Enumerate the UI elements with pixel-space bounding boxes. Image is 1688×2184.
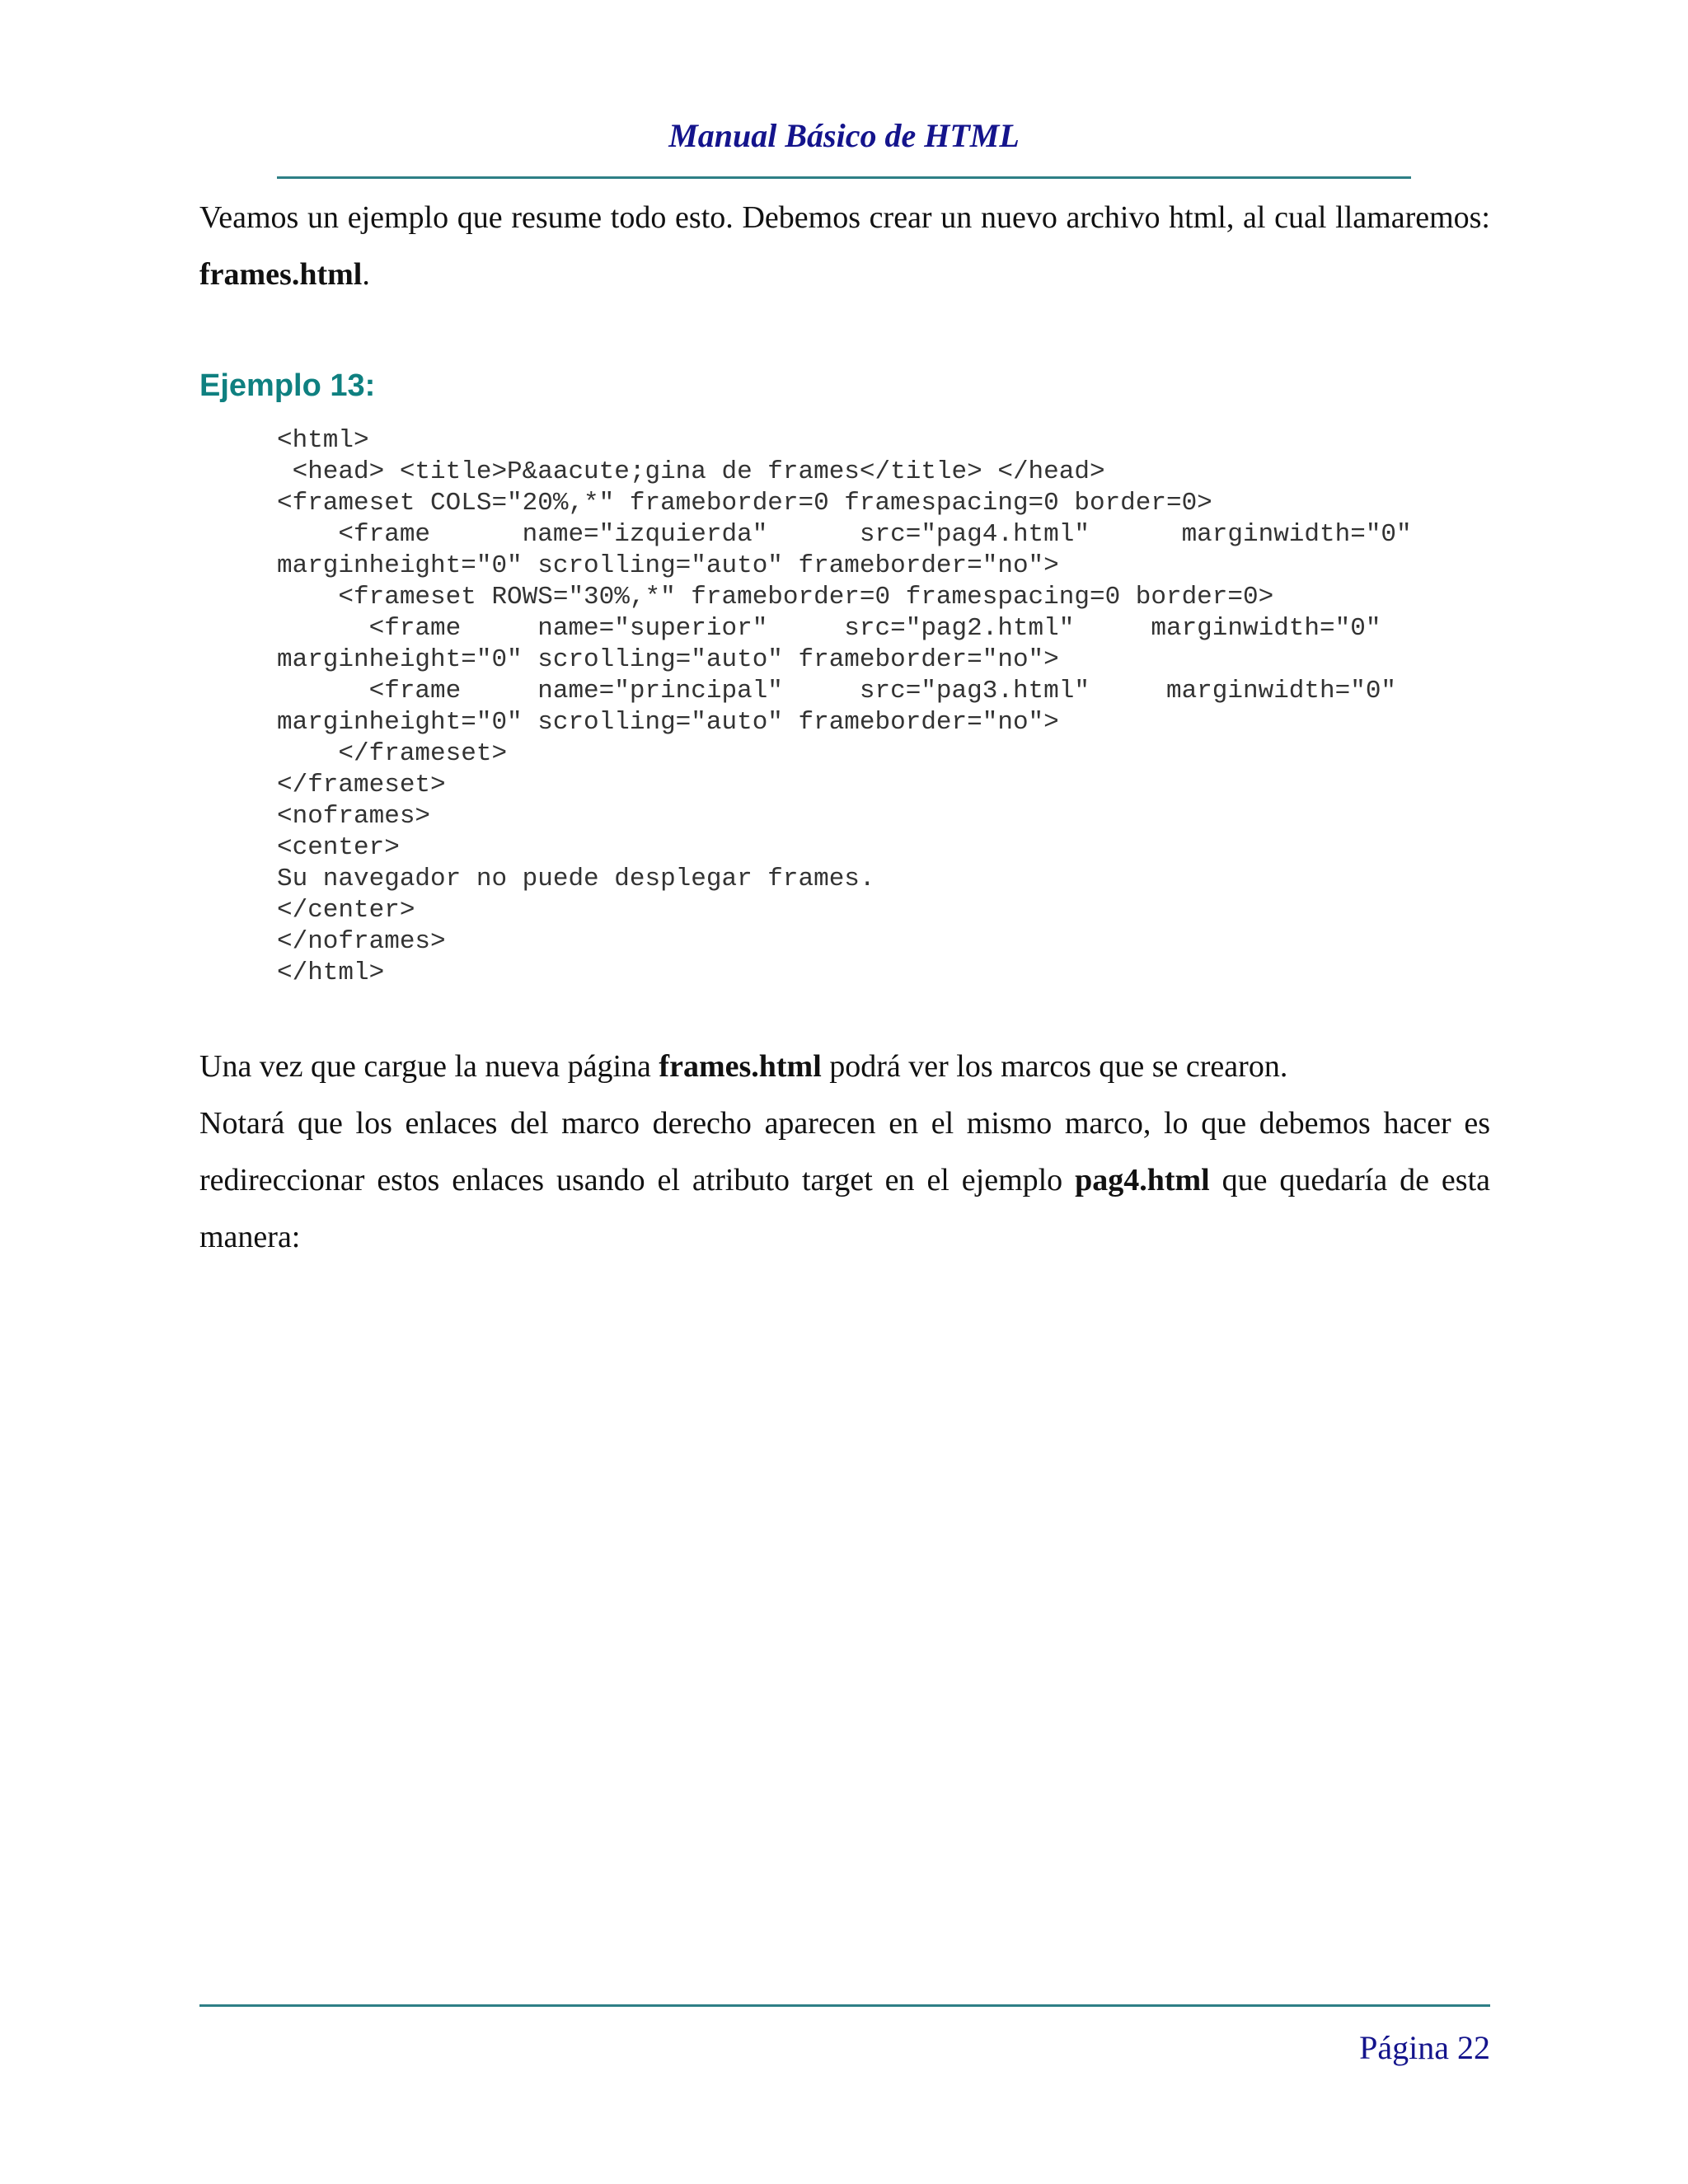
intro-text-end: . — [362, 257, 370, 292]
code-line: <frame name="principal" src="pag3.html" marginwidth="0" — [277, 677, 1397, 705]
closing-filename-1: frames.html — [659, 1049, 822, 1084]
running-header-title: Manual Básico de HTML — [668, 117, 1020, 154]
code-line: </center> — [277, 896, 415, 925]
code-line: <frameset ROWS="30%,*" frameborder=0 framespacing=0 border=0> — [277, 583, 1274, 612]
closing-text-1-end: podrá ver los marcos que se crearon. — [821, 1049, 1288, 1084]
intro-text: Veamos un ejemplo que resume todo esto. Debemos crear un nuevo archivo html, al cual llamaremos: — [199, 200, 1490, 235]
page-content — [199, 190, 1490, 1254]
code-line: </frameset> — [277, 739, 508, 768]
footer-divider — [199, 2004, 1490, 2007]
code-line: <frameset COLS="20%,*" frameborder=0 framespacing=0 border=0> — [277, 489, 1212, 518]
closing-text-2: Notará que los enlaces del marco derecho aparecen en el mismo marco, lo que debemos hacer es redireccionar estos enlaces usando el atributo target en el ejemplo — [199, 1106, 1490, 1197]
code-block — [277, 425, 1490, 989]
code-line: </html> — [277, 958, 385, 987]
code-line: <frame name="superior" src="pag2.html" marginwidth="0" — [277, 614, 1381, 643]
header-divider — [277, 176, 1411, 179]
closing-paragraph-2 — [199, 1095, 1490, 1266]
code-line: Su navegador no puede desplegar frames. — [277, 865, 875, 893]
intro-paragraph — [199, 190, 1490, 303]
example-heading: Ejemplo 13: — [199, 368, 376, 403]
code-line: marginheight="0" scrolling="auto" frameborder="no"> — [277, 551, 1059, 580]
closing-text — [199, 1038, 1490, 1266]
code-line: <center> — [277, 833, 400, 862]
closing-paragraph-1 — [199, 1038, 1490, 1095]
code-line: </noframes> — [277, 927, 446, 956]
code-line: <html> — [277, 426, 369, 455]
intro-filename: frames.html — [199, 257, 363, 292]
code-line: <noframes> — [277, 802, 431, 831]
code-line: </frameset> — [277, 771, 446, 799]
closing-text-2-end: que quedaría de esta manera: — [199, 1163, 1490, 1254]
closing-text-1: Una vez que cargue la nueva página — [199, 1049, 659, 1084]
code-line: <frame name="izquierda" src="pag4.html" marginwidth="0" — [277, 520, 1412, 549]
closing-filename-2: pag4.html — [1075, 1163, 1210, 1197]
code-line: marginheight="0" scrolling="auto" frameborder="no"> — [277, 645, 1059, 674]
page-number: Página 22 — [1359, 2029, 1490, 2066]
code-line: marginheight="0" scrolling="auto" frameborder="no"> — [277, 708, 1059, 737]
code-line: <head> <title>P&aacute;gina de frames</title> </head> — [277, 457, 1105, 486]
